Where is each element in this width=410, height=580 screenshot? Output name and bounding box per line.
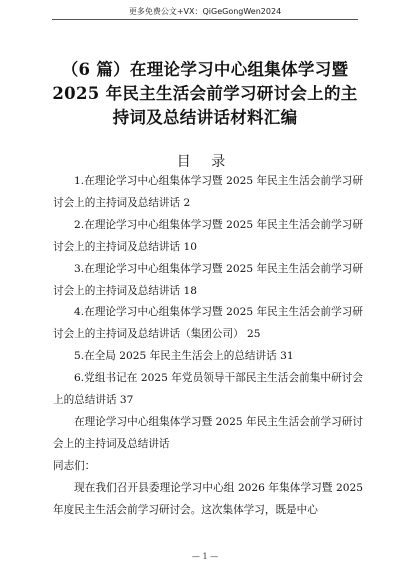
toc-item-1: 1.在理论学习中心组集体学习暨 2025 年民主生活会前学习研讨会上的主持词及总结讲话 2 bbox=[53, 175, 363, 209]
toc-item-3: 3.在理论学习中心组集体学习暨 2025 年民主生活会前学习研讨会上的主持词及总结讲话 18 bbox=[53, 262, 363, 297]
title-line-1: （6 篇）在理论学习中心组集体学习暨 bbox=[61, 60, 349, 79]
article-heading: 在理论学习中心组集体学习暨 2025 年民主生活会前学习研讨会上的主持词及总结讲话 bbox=[53, 415, 363, 450]
article-salutation: 同志们： bbox=[53, 459, 96, 472]
toc-item-5: 5.在全局 2025 年民主生活会上的总结讲话 31 bbox=[74, 350, 294, 363]
document-body bbox=[53, 171, 363, 522]
title-line-3: 持词及总结讲话材料汇编 bbox=[112, 108, 298, 127]
document-title bbox=[40, 58, 370, 130]
header-divider bbox=[52, 19, 358, 20]
toc-item-4: 4.在理论学习中心组集体学习暨 2025 年民主生活会前学习研讨会上的主持词及总结讲话（集团公司） 25 bbox=[53, 306, 363, 341]
toc-heading: 目 录 bbox=[176, 154, 234, 170]
page-header: 更多免费公文+VX：QiGeGongWen2024 bbox=[128, 7, 282, 16]
toc-item-6: 6.党组书记在 2025 年党员领导干部民主生活会前集中研讨会上的总结讲话 37 bbox=[53, 372, 363, 407]
page-number: — 1 — bbox=[191, 552, 219, 561]
title-line-2: 2025 年民主生活会前学习研讨会上的主 bbox=[52, 84, 358, 103]
article-opening-paragraph: 现在我们召开县委理论学习中心组 2026 年集体学习暨 2025 年度民主生活会前学习研讨会。这次集体学习，既是中心 bbox=[53, 481, 363, 516]
toc-item-2: 2.在理论学习中心组集体学习暨 2025 年民主生活会前学习研讨会上的主持词及总结讲话 10 bbox=[53, 218, 363, 253]
